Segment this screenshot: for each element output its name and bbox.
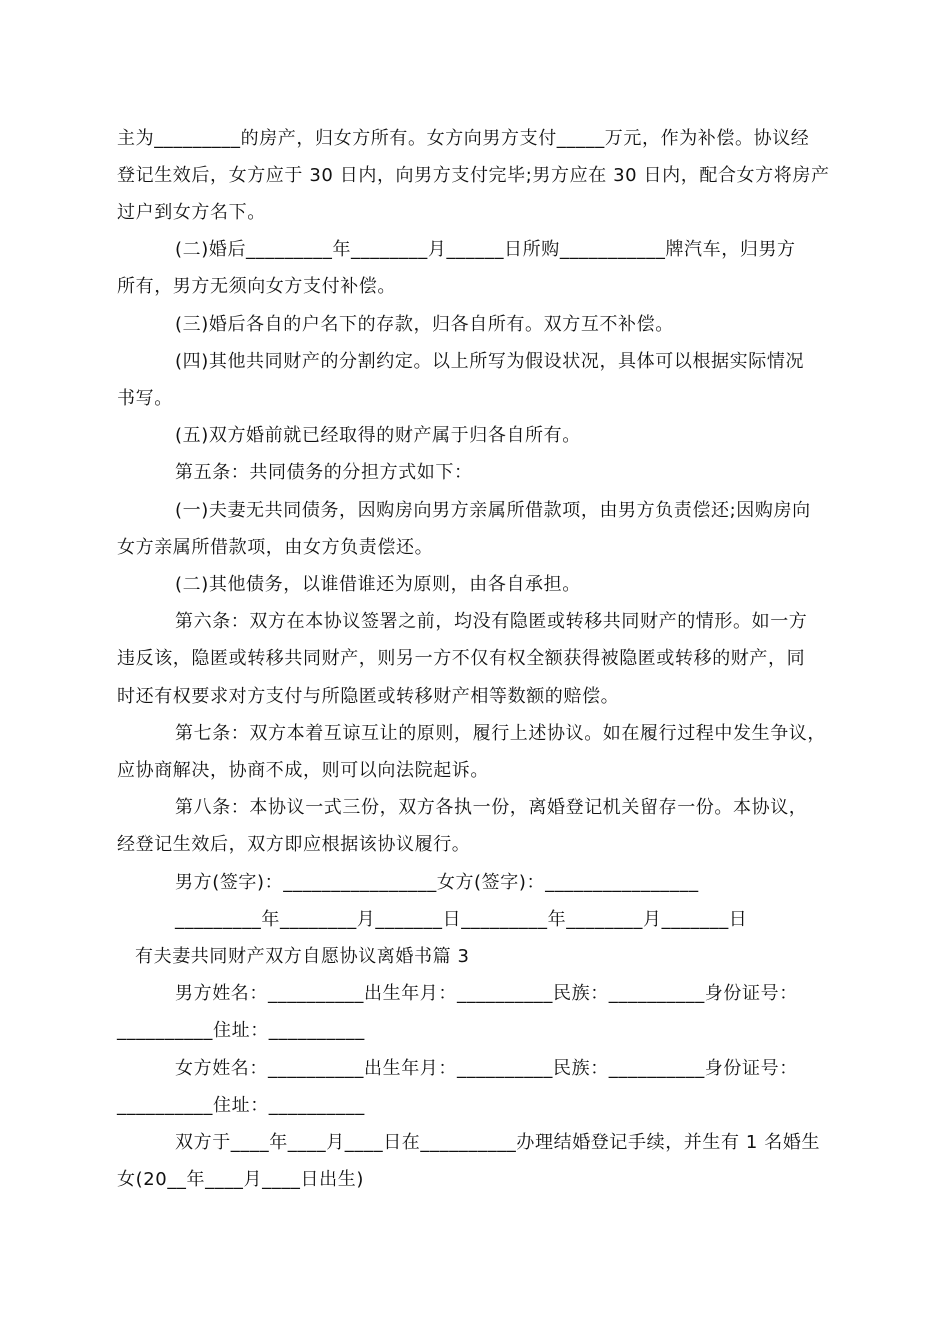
paragraph-line: 男方姓名：__________出生年月：__________民族：__________身份证号： — [175, 983, 798, 1004]
section-title: 有夫妻共同财产双方自愿协议离婚书篇 3 — [135, 946, 470, 967]
paragraph-line: 所有，男方无须向女方支付补偿。 — [117, 276, 396, 297]
paragraph-line: 主为_________的房产，归女方所有。女方向男方支付_____万元，作为补偿。协议经 — [117, 128, 810, 149]
paragraph-line: (二)婚后_________年________月______日所购___________牌汽车，归男方 — [175, 239, 796, 260]
paragraph-line: (二)其他债务，以谁借谁还为原则，由各自承担。 — [175, 574, 581, 595]
date-line: _________年________月_______日_________年________月_______日 — [175, 909, 748, 930]
paragraph-line: __________住址：__________ — [117, 1095, 365, 1116]
paragraph-line: 女方亲属所借款项，由女方负责偿还。 — [117, 537, 434, 558]
paragraph-line: 书写。 — [117, 388, 173, 409]
paragraph-line: 第六条：双方在本协议签署之前，均没有隐匿或转移共同财产的情形。如一方 — [175, 611, 808, 632]
article-heading: 第五条：共同债务的分担方式如下： — [175, 462, 473, 483]
paragraph-line: 女方姓名：__________出生年月：__________民族：__________身份证号： — [175, 1058, 798, 1079]
paragraph-line: 双方于____年____月____日在__________办理结婚登记手续，并生有 1 名婚生 — [175, 1132, 821, 1153]
paragraph-line: 经登记生效后，双方即应根据该协议履行。 — [117, 834, 471, 855]
paragraph-line: 女(20__年____月____日出生) — [117, 1169, 364, 1190]
paragraph-line: 违反该，隐匿或转移共同财产，则另一方不仅有权全额获得被隐匿或转移的财产，同 — [117, 648, 806, 669]
paragraph-line: 时还有权要求对方支付与所隐匿或转移财产相等数额的赔偿。 — [117, 686, 620, 707]
paragraph-line: (三)婚后各自的户名下的存款，归各自所有。双方互不补偿。 — [175, 314, 674, 335]
paragraph-line: __________住址：__________ — [117, 1020, 365, 1041]
paragraph-line: 登记生效后，女方应于 30 日内，向男方支付完毕;男方应在 30 日内，配合女方将房产 — [117, 165, 830, 186]
paragraph-line: (一)夫妻无共同债务，因购房向男方亲属所借款项，由男方负责偿还;因购房向 — [175, 500, 811, 521]
paragraph-line: 过户到女方名下。 — [117, 202, 266, 223]
signature-line: 男方(签字)：________________女方(签字)：________________ — [175, 872, 699, 893]
paragraph-line: 应协商解决，协商不成，则可以向法院起诉。 — [117, 760, 489, 781]
paragraph-line: 第七条：双方本着互谅互让的原则，履行上述协议。如在履行过程中发生争议， — [175, 723, 826, 744]
paragraph-line: 第八条：本协议一式三份，双方各执一份，离婚登记机关留存一份。本协议， — [175, 797, 808, 818]
paragraph-line: (五)双方婚前就已经取得的财产属于归各自所有。 — [175, 425, 581, 446]
paragraph-line: (四)其他共同财产的分割约定。以上所写为假设状况，具体可以根据实际情况 — [175, 351, 805, 372]
